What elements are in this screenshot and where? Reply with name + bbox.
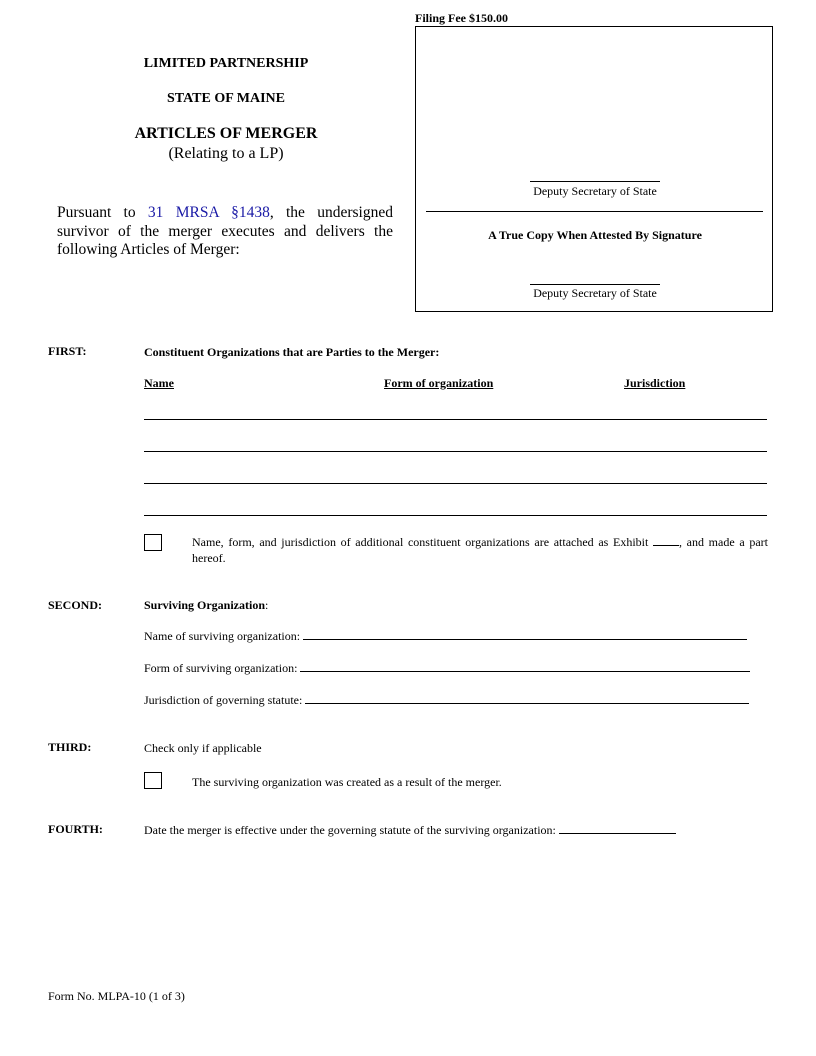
second-heading-suffix: : — [265, 598, 269, 612]
intro-paragraph — [57, 204, 393, 260]
third-text: Check only if applicable — [144, 741, 262, 755]
intro-before: Pursuant to — [57, 204, 148, 221]
additional-orgs-text-before: Name, form, and jurisdiction of additional constituent organizations are attached as Exhibit — [192, 535, 654, 549]
second-heading-text: Surviving Organization — [144, 598, 266, 612]
constituent-row-3[interactable] — [144, 483, 767, 484]
signature-line — [530, 284, 660, 285]
constituent-row-4[interactable] — [144, 515, 767, 516]
third-label: THIRD: — [48, 740, 92, 754]
created-by-merger-text: The surviving organization was created as a result of the merger. — [192, 775, 502, 789]
surviving-form-input[interactable] — [300, 661, 750, 672]
constituent-row-2[interactable] — [144, 451, 767, 452]
divider — [426, 211, 763, 212]
first-heading: Constituent Organizations that are Parties to the Merger: — [144, 345, 440, 359]
effective-date-label: Date the merger is effective under the governing statute of the surviving organization: — [144, 823, 556, 837]
filing-fee: Filing Fee $150.00 — [415, 11, 508, 25]
surviving-name-input[interactable] — [303, 629, 747, 640]
second-heading — [144, 598, 268, 613]
constituent-row-1[interactable] — [144, 419, 767, 420]
additional-orgs-text — [192, 534, 768, 566]
jurisdiction-input[interactable] — [305, 693, 749, 704]
deputy-secretary-label: Deputy Secretary of State — [533, 184, 657, 198]
column-name: Name — [144, 376, 174, 390]
surviving-form-field — [144, 661, 750, 676]
created-by-merger-checkbox[interactable] — [144, 772, 162, 789]
filing-stamp-box — [415, 26, 773, 312]
jurisdiction-label: Jurisdiction of governing statute: — [144, 693, 303, 707]
additional-orgs-text-after: , and made a part hereof. — [192, 535, 768, 565]
first-label: FIRST: — [48, 344, 87, 358]
effective-date-input[interactable] — [559, 823, 676, 834]
page-subtitle: (Relating to a LP) — [168, 145, 284, 162]
surviving-name-field — [144, 629, 747, 644]
effective-date-field — [144, 823, 676, 838]
intro-after: , the undersigned survivor of the merger executes and delivers the following Articles of Merger: — [57, 204, 393, 258]
statute-link[interactable]: 31 MRSA §1438 — [147, 204, 270, 221]
signature-line — [530, 181, 660, 182]
additional-orgs-checkbox[interactable] — [144, 534, 162, 551]
header-line-1: LIMITED PARTNERSHIP — [143, 56, 309, 71]
deputy-secretary-label: Deputy Secretary of State — [533, 286, 657, 300]
column-form: Form of organization — [384, 376, 494, 390]
jurisdiction-field — [144, 693, 749, 708]
second-label: SECOND: — [48, 598, 103, 612]
page-title: ARTICLES OF MERGER — [134, 125, 318, 142]
attest-label: A True Copy When Attested By Signature — [488, 228, 702, 242]
fourth-label: FOURTH: — [48, 822, 103, 836]
surviving-name-label: Name of surviving organization: — [144, 629, 301, 643]
exhibit-blank[interactable] — [653, 535, 679, 546]
header-line-2: STATE OF MAINE — [167, 91, 285, 106]
surviving-form-label: Form of surviving organization: — [144, 661, 298, 675]
column-jurisdiction: Jurisdiction — [624, 376, 686, 390]
form-number: Form No. MLPA-10 (1 of 3) — [48, 989, 185, 1003]
